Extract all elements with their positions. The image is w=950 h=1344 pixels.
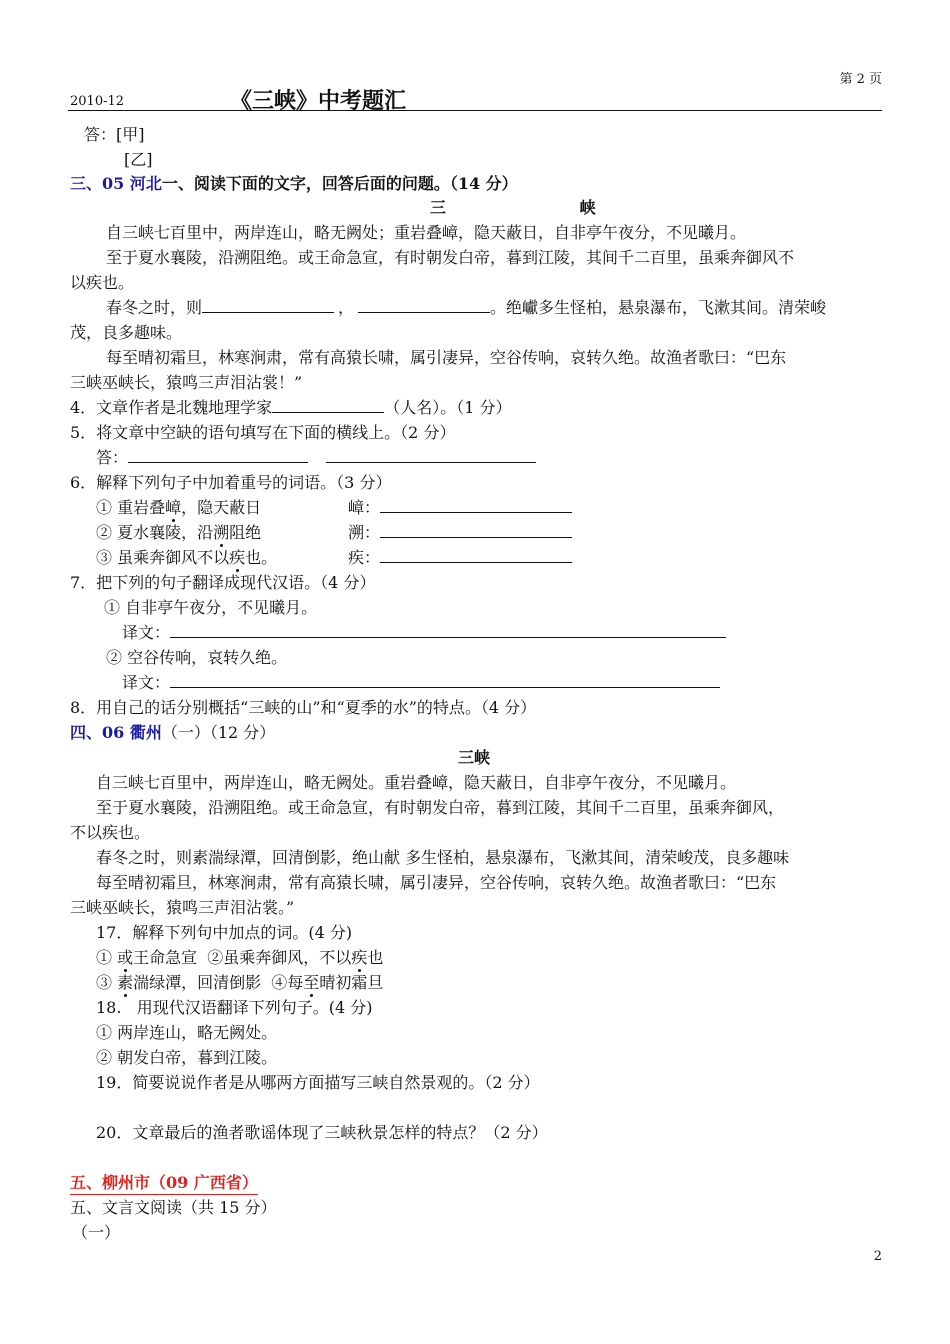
- answer-yi: [乙]: [124, 150, 153, 169]
- question-7: 7．把下列的句子翻译成现代汉语。（4 分）: [70, 573, 376, 592]
- header-date: 2010-12: [70, 94, 125, 109]
- question-6-word-2: 溯：: [348, 520, 572, 543]
- answer-blank-q6-3[interactable]: [380, 548, 572, 563]
- passage-p2-cont: 以疾也。: [70, 273, 135, 292]
- question-7-translation-2: 译文：: [122, 670, 720, 693]
- passage-title: 三 峡: [430, 198, 640, 217]
- section-5-heading: 五、柳州市（09 广西省）: [70, 1170, 258, 1195]
- question-6: 6．解释下列句子中加着重号的词语。（3 分）: [70, 473, 392, 492]
- passage2-p1: 自三峡七百里中，两岸连山，略无阙处。重岩叠嶂，隐天蔽日，自非亭午夜分，不见曦月。: [96, 773, 737, 792]
- question-6-item-2: ② 夏水襄陵，沿溯阻绝: [96, 523, 262, 542]
- passage-p3-cont: 茂，良多趣味。: [70, 323, 183, 342]
- section-5-part: （一）: [72, 1223, 121, 1242]
- question-17-line-2: ③ 素湍绿潭，回清倒影 ④每至晴初霜旦: [96, 973, 384, 992]
- section-3-region: 三、05 河北: [70, 174, 162, 193]
- passage-p4-cont: 三峡巫峡长，猿鸣三声泪沾裳！”: [70, 373, 303, 392]
- blank-2[interactable]: [358, 298, 490, 313]
- question-19: 19．简要说说作者是从哪两方面描写三峡自然景观的。（2 分）: [96, 1073, 540, 1092]
- answer-blank-q6-2[interactable]: [380, 523, 572, 538]
- passage2-p3: 春冬之时，则素湍绿潭，回清倒影，绝山献 多生怪柏，悬泉瀑布，飞漱其间，清荣峻茂，良多趣味: [96, 848, 790, 867]
- question-7-translation-1: 译文：: [122, 620, 726, 643]
- question-7-item-2: ② 空谷传响，哀转久绝。: [106, 648, 288, 667]
- question-4: 4．文章作者是北魏地理学家 （人名）。（1 分）: [70, 398, 512, 417]
- translation-blank-1[interactable]: [170, 623, 726, 638]
- passage-p1: 自三峡七百里中，两岸连山，略无阙处；重岩叠嶂，隐天蔽日，自非亭午夜分，不见曦月。: [106, 223, 747, 242]
- question-18-item-1: ① 两岸连山，略无阙处。: [96, 1023, 278, 1042]
- passage-title-2: 三峡: [458, 748, 491, 767]
- question-5: 5．将文章中空缺的语句填写在下面的横线上。（2 分）: [70, 423, 456, 442]
- question-20: 20．文章最后的渔者歌谣体现了三峡秋景怎样的特点？（2 分）: [96, 1123, 548, 1142]
- section-4-heading: [70, 720, 275, 743]
- question-6-word-1: 嶂：: [348, 495, 572, 518]
- section-4-instruction: （一）（12 分）: [161, 723, 276, 742]
- question-18-item-2: ② 朝发白帝，暮到江陵。: [96, 1048, 278, 1067]
- answer-blank-q6-1[interactable]: [380, 498, 572, 513]
- question-8: 8．用自己的话分别概括“三峡的山”和“夏季的水”的特点。（4 分）: [70, 698, 537, 717]
- question-6-item-3: ③ 虽乘奔御风不以疾也。: [96, 548, 278, 567]
- passage2-p4: 每至晴初霜旦，林寒涧肃，常有高猿长啸，属引凄异，空谷传响，哀转久绝。故渔者歌曰：“巴东: [96, 873, 777, 892]
- answer-jia: 答：[甲]: [84, 125, 145, 144]
- question-5-answer: 答：: [96, 445, 536, 468]
- answer-blank-q5-2[interactable]: [326, 448, 536, 463]
- passage-p4: 每至晴初霜旦，林寒涧肃，常有高猿长啸，属引凄异，空谷传响，哀转久绝。故渔者歌曰：“巴东: [106, 348, 787, 367]
- passage2-p2: 至于夏水襄陵，沿溯阻绝。或王命急宣，有时朝发白帝，暮到江陵，其间千二百里，虽乘奔御风，: [96, 798, 785, 817]
- question-6-word-3: 疾：: [348, 545, 572, 568]
- document-title: 《三峡》中考题汇: [230, 89, 407, 114]
- page-number: 2: [873, 1249, 882, 1264]
- question-7-item-1: ① 自非亭午夜分，不见曦月。: [104, 598, 318, 617]
- translation-blank-2[interactable]: [170, 673, 720, 688]
- blank-1[interactable]: [202, 298, 334, 313]
- question-17-line-1: ① 或王命急宣 ②虽乘奔御风，不以疾也: [96, 948, 384, 967]
- section-4-region: 四、06 衢州: [70, 723, 162, 742]
- passage-p2: 至于夏水襄陵，沿溯阻绝。或王命急宣，有时朝发白帝，暮到江陵，其间千二百里，虽乘奔御风不: [106, 248, 795, 267]
- passage2-p2-cont: 不以疾也。: [70, 823, 151, 842]
- answer-blank-q4[interactable]: [272, 398, 384, 413]
- passage-p3: 春冬之时，则 ， 。绝巘多生怪柏，悬泉瀑布，飞漱其间。清荣峻: [106, 298, 827, 317]
- passage2-p4-cont: 三峡巫峡长，猿鸣三声泪沾裳。”: [70, 898, 295, 917]
- section-3-heading: [70, 171, 518, 194]
- question-18: 18. 用现代汉语翻译下列句子。(4 分): [96, 998, 373, 1017]
- section-3-instruction: 一、阅读下面的文字，回答后面的问题。（14 分）: [161, 174, 518, 193]
- question-6-item-1: ① 重岩叠嶂，隐天蔽日: [96, 498, 262, 517]
- answer-blank-q5-1[interactable]: [128, 448, 308, 463]
- page-label: 第 2 页: [839, 72, 882, 87]
- section-5-subheading: 五、文言文阅读（共 15 分）: [70, 1198, 277, 1217]
- question-17: 17．解释下列句中加点的词。(4 分): [96, 923, 353, 942]
- header-rule: [68, 110, 882, 111]
